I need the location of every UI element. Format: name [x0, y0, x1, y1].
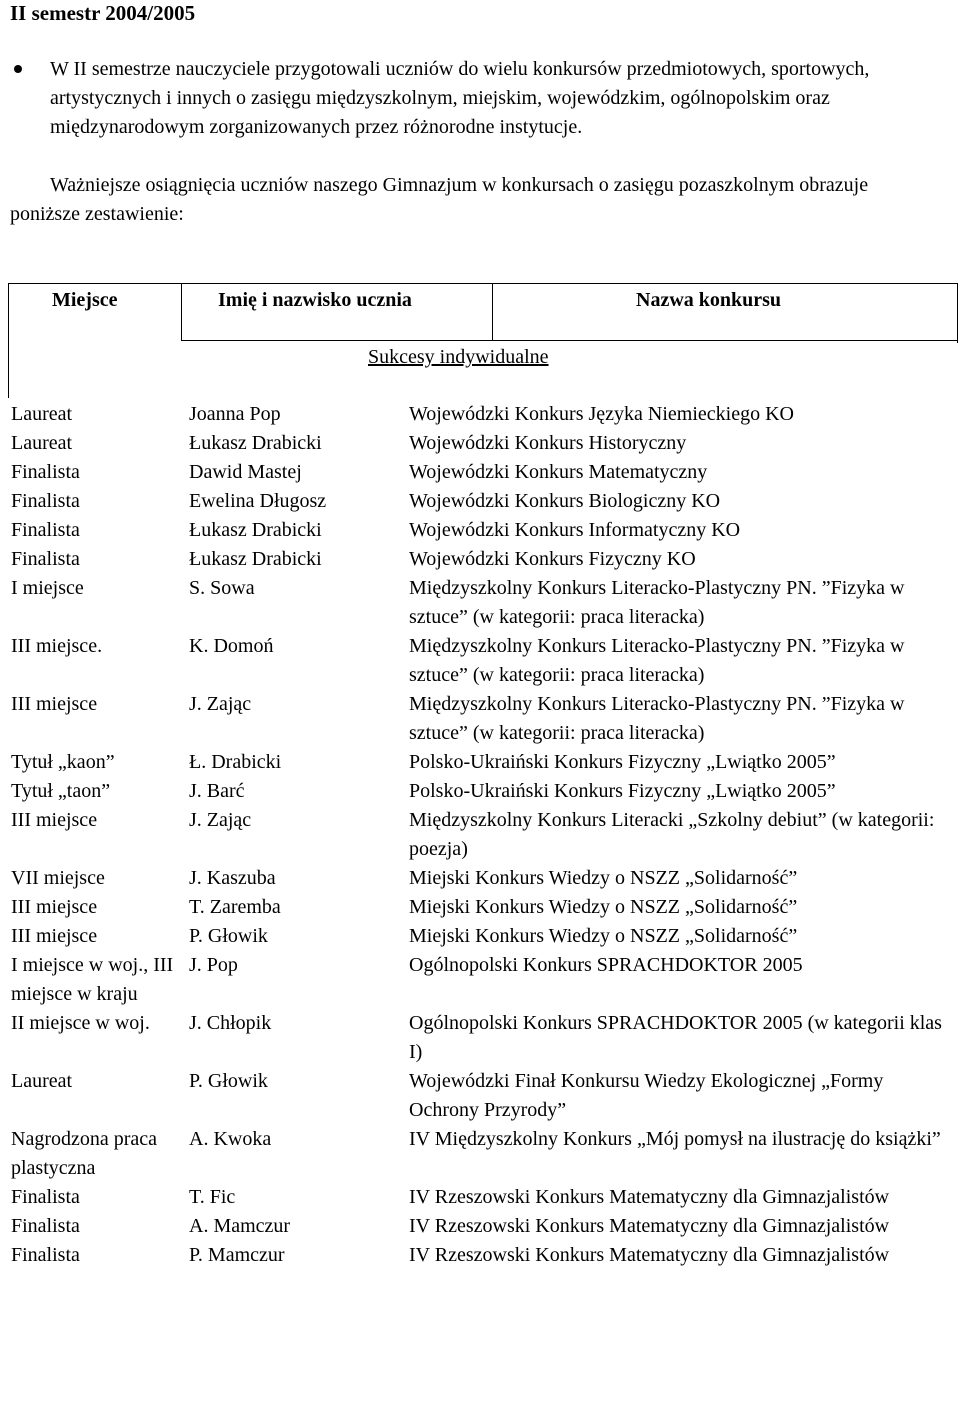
place-cell: Finalista — [11, 1215, 80, 1237]
contest-cell: IV Rzeszowski Konkurs Matematyczny dla Gimnazjalistów — [409, 1244, 890, 1266]
place-cell: Finalista — [11, 1186, 80, 1208]
name-cell: J. Barć — [189, 780, 245, 802]
place-cell: VII miejsce — [11, 867, 105, 889]
contest-cell: Wojewódzki Konkurs Matematyczny — [409, 461, 708, 483]
name-cell: Ł. Drabicki — [189, 751, 282, 773]
name-cell: J. Chłopik — [189, 1012, 272, 1034]
contest-cell: IV Rzeszowski Konkurs Matematyczny dla Gimnazjalistów — [409, 1186, 890, 1208]
contest-cell: IV Międzyszkolny Konkurs „Mój pomysł na ilustrację do książki” — [409, 1128, 941, 1150]
place-cell: III miejsce — [11, 809, 98, 831]
table-row — [11, 632, 951, 690]
place-cell: III miejsce — [11, 925, 98, 947]
table-row — [11, 777, 951, 806]
contest-cell: Wojewódzki Konkurs Fizyczny KO — [409, 548, 696, 570]
place-cell: Finalista — [11, 548, 80, 570]
contest-cell: Międzyszkolny Konkurs Literacko-Plastyczny PN. ”Fizyka w sztuce” (w kategorii: praca literacka) — [409, 635, 905, 686]
name-cell: J. Pop — [189, 954, 238, 976]
name-cell: J. Kaszuba — [189, 867, 276, 889]
place-cell: Finalista — [11, 490, 80, 512]
contest-cell: Wojewódzki Konkurs Historyczny — [409, 432, 687, 454]
table-row — [11, 690, 951, 748]
table-row — [11, 748, 951, 777]
contest-cell: Ogólnopolski Konkurs SPRACHDOKTOR 2005 (w kategorii klas I) — [409, 1012, 942, 1063]
table-row — [11, 1241, 951, 1270]
summary-paragraph: Ważniejsze osiągnięcia uczniów naszego Gimnazjum w konkursach o zasięgu pozaszkolnym obrazuje poniższe zestawienie: — [10, 174, 869, 225]
table-row — [11, 545, 951, 574]
contest-cell: Międzyszkolny Konkurs Literacki „Szkolny debiut” (w kategorii: poezja) — [409, 809, 935, 860]
contest-cell: Miejski Konkurs Wiedzy o NSZZ „Solidarność” — [409, 867, 798, 889]
name-cell: P. Mamczur — [189, 1244, 285, 1266]
table-row — [11, 893, 951, 922]
place-cell: Finalista — [11, 1244, 80, 1266]
name-cell: Joanna Pop — [189, 403, 281, 425]
bullet-icon — [14, 65, 22, 73]
place-cell: Nagrodzona praca plastyczna — [11, 1128, 158, 1179]
table-row — [11, 1067, 951, 1125]
table-row — [11, 458, 951, 487]
page-title: II semestr 2004/2005 — [10, 1, 196, 25]
intro-paragraph: W II semestrze nauczyciele przygotowali uczniów do wielu konkursów przedmiotowych, sportowych, artystycznych i innych o zasięgu międzyszkolnym, miejskim, wojewódzkim, ogólnopolskim oraz międzynarodowym zorganizowanych przez różnorodne instytucje. — [50, 58, 870, 138]
name-cell: T. Fic — [189, 1186, 236, 1208]
name-cell: A. Kwoka — [189, 1128, 272, 1150]
contest-cell: Wojewódzki Konkurs Informatyczny KO — [409, 519, 741, 541]
name-cell: Ewelina Długosz — [189, 490, 327, 512]
contest-cell: Wojewódzki Konkurs Języka Niemieckiego KO — [409, 403, 794, 425]
contest-cell: IV Rzeszowski Konkurs Matematyczny dla Gimnazjalistów — [409, 1215, 890, 1237]
name-cell: T. Zaremba — [189, 896, 281, 918]
achievements-table — [11, 400, 951, 1270]
table-row — [11, 400, 951, 429]
header-contest-name: Nazwa konkursu — [636, 289, 782, 311]
place-cell: Finalista — [11, 519, 80, 541]
name-cell: Łukasz Drabicki — [189, 432, 322, 454]
place-cell: III miejsce — [11, 896, 98, 918]
contest-cell: Wojewódzki Konkurs Biologiczny KO — [409, 490, 721, 512]
section-title: Sukcesy indywidualne — [368, 346, 549, 368]
contest-cell: Międzyszkolny Konkurs Literacko-Plastyczny PN. ”Fizyka w sztuce” (w kategorii: praca literacka) — [409, 693, 905, 744]
contest-cell: Polsko-Ukraiński Konkurs Fizyczny „Lwiątko 2005” — [409, 780, 836, 802]
contest-cell: Ogólnopolski Konkurs SPRACHDOKTOR 2005 — [409, 954, 803, 976]
contest-cell: Polsko-Ukraiński Konkurs Fizyczny „Lwiątko 2005” — [409, 751, 836, 773]
table-row — [11, 574, 951, 632]
contest-cell: Miejski Konkurs Wiedzy o NSZZ „Solidarność” — [409, 925, 798, 947]
name-cell: S. Sowa — [189, 577, 255, 599]
place-cell: III miejsce. — [11, 635, 103, 657]
table-row — [11, 1183, 951, 1212]
name-cell: P. Głowik — [189, 1070, 268, 1092]
place-cell: Laureat — [11, 1070, 73, 1092]
table-header-box — [8, 283, 958, 398]
place-cell: I miejsce w woj., III miejsce w kraju — [11, 954, 174, 1005]
table-row — [11, 1009, 951, 1067]
table-row — [11, 516, 951, 545]
header-student-name: Imię i nazwisko ucznia — [218, 289, 412, 311]
place-cell: Tytuł „taon” — [11, 780, 111, 802]
place-cell: Finalista — [11, 461, 80, 483]
place-cell: III miejsce — [11, 693, 98, 715]
table-row — [11, 864, 951, 893]
name-cell: Dawid Mastej — [189, 461, 302, 483]
header-place: Miejsce — [52, 289, 118, 311]
name-cell: J. Zając — [189, 693, 252, 715]
place-cell: Laureat — [11, 432, 73, 454]
table-row — [11, 806, 951, 864]
place-cell: Laureat — [11, 403, 73, 425]
name-cell: Łukasz Drabicki — [189, 519, 322, 541]
contest-cell: Międzyszkolny Konkurs Literacko-Plastyczny PN. ”Fizyka w sztuce” (w kategorii: praca literacka) — [409, 577, 905, 628]
name-cell: A. Mamczur — [189, 1215, 291, 1237]
table-row — [11, 951, 951, 1009]
table-row — [11, 1212, 951, 1241]
table-row — [11, 1125, 951, 1183]
place-cell: I miejsce — [11, 577, 84, 599]
name-cell: P. Głowik — [189, 925, 268, 947]
place-cell: II miejsce w woj. — [11, 1012, 150, 1034]
place-cell: Tytuł „kaon” — [11, 751, 115, 773]
contest-cell: Wojewódzki Finał Konkursu Wiedzy Ekologicznej „Formy Ochrony Przyrody” — [409, 1070, 884, 1121]
table-row — [11, 429, 951, 458]
table-row — [11, 922, 951, 951]
table-row — [11, 487, 951, 516]
name-cell: K. Domoń — [189, 635, 274, 657]
name-cell: Łukasz Drabicki — [189, 548, 322, 570]
contest-cell: Miejski Konkurs Wiedzy o NSZZ „Solidarność” — [409, 896, 798, 918]
name-cell: J. Zając — [189, 809, 252, 831]
